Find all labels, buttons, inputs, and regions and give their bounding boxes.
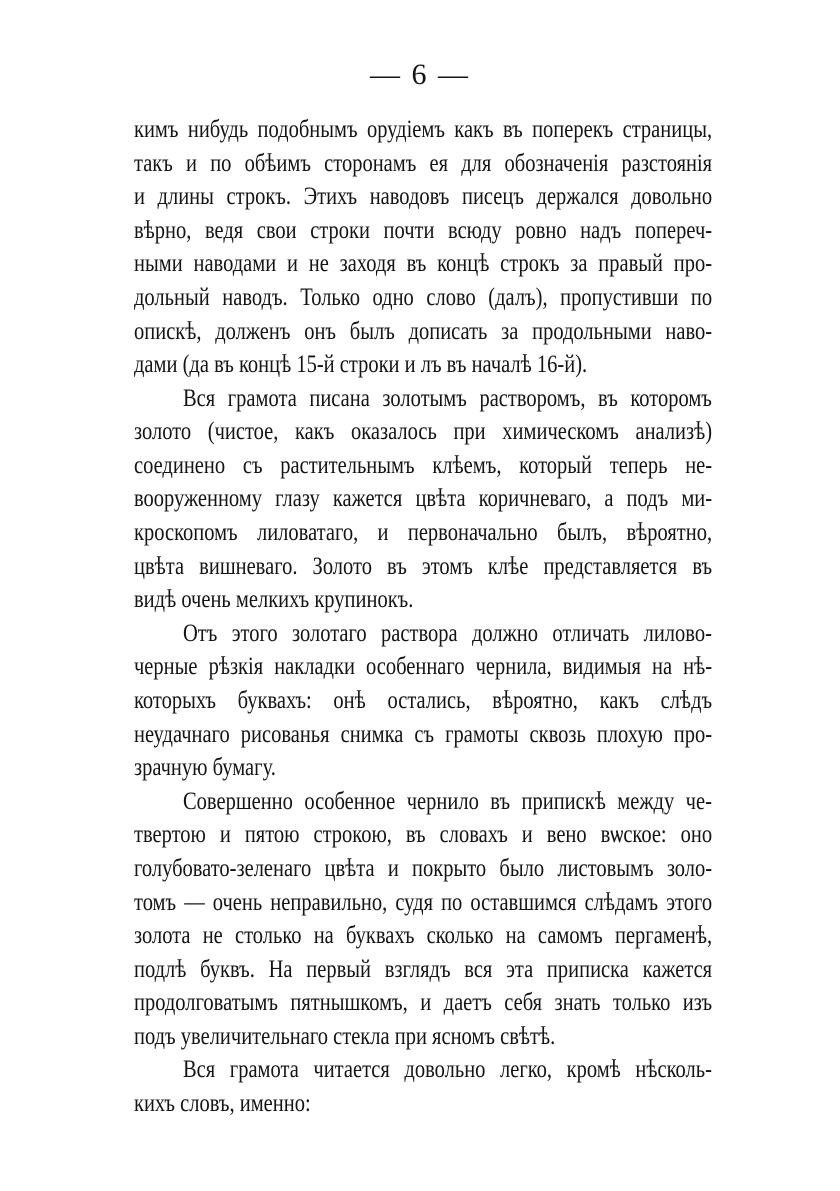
text-line: опискѣ, долженъ онъ былъ дописать за продольными наво- (134, 317, 713, 345)
text-line: кихъ словъ, именно: (134, 1090, 311, 1117)
text-line: продолговатымъ пятнышкомъ, и даетъ себя знать только изъ (134, 989, 713, 1017)
text-line: дольный наводъ. Только одно слово (далъ), пропустивши по (134, 283, 713, 311)
text-line: которыхъ буквахъ: онѣ остались, вѣроятно, какъ слѣдъ (134, 687, 713, 714)
text-line: Вся грамота читается довольно легко, кромѣ нѣсколь- (183, 1056, 712, 1084)
text-line: твертою и пятою строкою, въ словахъ и вено вѡское: оно (134, 821, 713, 849)
text-line: золото (чистое, какъ оказалось при химическомъ анализѣ) (134, 418, 713, 446)
text-line: голубовато-зеленаго цвѣта и покрыто было листовымъ золо- (134, 854, 713, 882)
text-line: кроскопомъ лиловатаго, и первоначально былъ, вѣроятно, (134, 519, 713, 546)
text-line: Совершенно особенное чернило въ припискѣ между че- (183, 787, 712, 815)
text-line: подлѣ буквъ. На первый взглядъ вся эта приписка кажется (134, 955, 713, 983)
text-line: вѣрно, ведя свои строки почти всюду ровно надъ попереч- (134, 216, 713, 244)
text-line: Отъ этого золотаго раствора должно отличать лилово- (183, 619, 712, 647)
text-line: золота не столько на буквахъ сколько на самомъ пергаменѣ, (134, 922, 713, 950)
text-line: соединено съ растительнымъ клѣемъ, который теперь не- (134, 451, 713, 479)
page-number-header: — 6 — (370, 58, 470, 91)
text-line: подъ увеличительнаго стекла при ясномъ свѣтѣ. (134, 1022, 556, 1050)
text-line: и длины строкъ. Этихъ наводовъ писецъ держался довольно (134, 183, 713, 211)
text-line: ными наводами и не заходя въ концѣ строкъ за правый про- (134, 250, 713, 278)
text-line: цвѣта вишневаго. Золото въ этомъ клѣе представляется въ (134, 552, 713, 580)
text-line: кимъ нибудь подобнымъ орудіемъ какъ въ поперекъ страницы, (134, 116, 713, 143)
text-line: Вся грамота писана золотымъ растворомъ, въ которомъ (183, 384, 712, 412)
text-line: черные рѣзкія накладки особеннаго чернила, видимыя на нѣ- (134, 653, 713, 681)
text-line: видѣ очень мелкихъ крупинокъ. (134, 586, 414, 614)
text-line: дами (да въ концѣ 15-й строки и лъ въ началѣ 16-й). (134, 351, 588, 379)
text-line: такъ и по обѣимъ сторонамъ ея для обозначенія разстоянія (134, 149, 713, 177)
text-line: зрачную бумагу. (134, 754, 276, 782)
text-line: неудачнаго рисованья снимка съ грамоты сквозь плохую про- (134, 720, 713, 748)
text-line: томъ — очень неправильно, судя по оставшимся слѣдамъ этого (134, 888, 713, 916)
text-line: вооруженному глазу кажется цвѣта коричневаго, а подъ ми- (134, 485, 713, 513)
